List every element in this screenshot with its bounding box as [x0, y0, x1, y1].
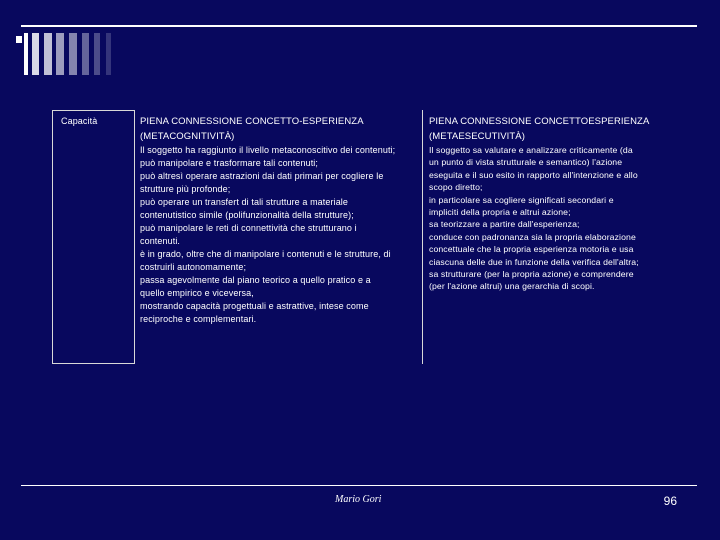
- column-line: ciascuna delle due in funzione della verifica dell'altra;: [429, 256, 639, 267]
- metaexecutivity-column: [429, 115, 669, 293]
- column-line: Il soggetto sa valutare e analizzare criticamente (da: [429, 145, 633, 155]
- metacognitivity-column: [140, 115, 418, 326]
- column-line: costruirli autonomamente;: [140, 262, 247, 272]
- column-line: sa teorizzare a partire dall'esperienza;: [429, 219, 580, 230]
- column-line: eseguita e il suo esito in rapporto all'intenzione e allo: [429, 169, 638, 180]
- column-line: sa strutturare (per la propria azione) e comprendere: [429, 269, 634, 280]
- bottom-divider: [21, 485, 697, 486]
- column-line: Il soggetto ha raggiunto il livello metaconoscitivo dei contenuti;: [140, 145, 396, 155]
- row-label: Capacità: [61, 116, 98, 126]
- column-line: può operare un transfert di tali strutture a materiale: [140, 197, 349, 207]
- column-line: contenuti.: [140, 236, 181, 246]
- decorative-bar: [44, 33, 52, 75]
- column-line: impliciti della propria e altrui azione;: [429, 207, 571, 218]
- column-line: passa agevolmente dal piano teorico a quello pratico e a: [140, 275, 371, 285]
- column-line: reciproche e complementari.: [140, 314, 257, 324]
- column-heading: PIENA CONNESSIONE CONCETTO-ESPERIENZA: [140, 116, 364, 127]
- decorative-bar: [69, 33, 77, 75]
- column-line: un punto di vista strutturale e semantico) l'azione: [429, 157, 623, 168]
- column-line: in particolare sa cogliere significati secondari e: [429, 194, 614, 205]
- column-heading: (METACOGNITIVITÀ): [140, 130, 235, 142]
- column-heading: PIENA CONNESSIONE CONCETTOESPERIENZA: [429, 116, 650, 127]
- table-bottom-border: [52, 363, 134, 364]
- decorative-bars: [18, 33, 128, 75]
- column-divider: [422, 110, 423, 364]
- column-divider: [134, 110, 135, 364]
- decorative-bar: [82, 33, 89, 75]
- column-line: può altresì operare astrazioni dai dati primari per cogliere le: [140, 171, 384, 181]
- decorative-bar: [32, 33, 39, 75]
- footer-author: Mario Gori: [335, 494, 382, 505]
- column-line: mostrando capacità progettuali e astrattive, intese come: [140, 301, 369, 311]
- page-number: 96: [663, 494, 677, 508]
- column-line: è in grado, oltre che di manipolare i contenuti e le strutture, di: [140, 249, 391, 259]
- decorative-bar: [94, 33, 100, 75]
- table-top-border: [52, 110, 134, 111]
- column-line: contenutistico simile (polifunzionalità della strutture);: [140, 210, 354, 220]
- decorative-bar: [24, 33, 28, 75]
- top-divider: [21, 25, 697, 27]
- column-line: scopo diretto;: [429, 182, 483, 193]
- column-heading: (METAESECUTIVITÀ): [429, 130, 525, 142]
- column-line: può manipolare e trasformare tali contenuti;: [140, 158, 318, 168]
- table-left-border: [52, 110, 53, 364]
- capacity-table: [52, 110, 670, 364]
- column-line: conduce con padronanza sia la propria elaborazione: [429, 231, 636, 242]
- column-line: quello empirico e viceversa,: [140, 288, 254, 298]
- decorative-bar: [106, 33, 111, 75]
- column-line: (per l'azione altrui) una gerarchia di scopi.: [429, 281, 595, 292]
- column-line: può manipolare le reti di connettività che strutturano i: [140, 223, 357, 233]
- decorative-bar: [56, 33, 64, 75]
- column-line: strutture più profonde;: [140, 184, 231, 194]
- column-line: concettuale che la propria esperienza motoria e usa: [429, 244, 634, 255]
